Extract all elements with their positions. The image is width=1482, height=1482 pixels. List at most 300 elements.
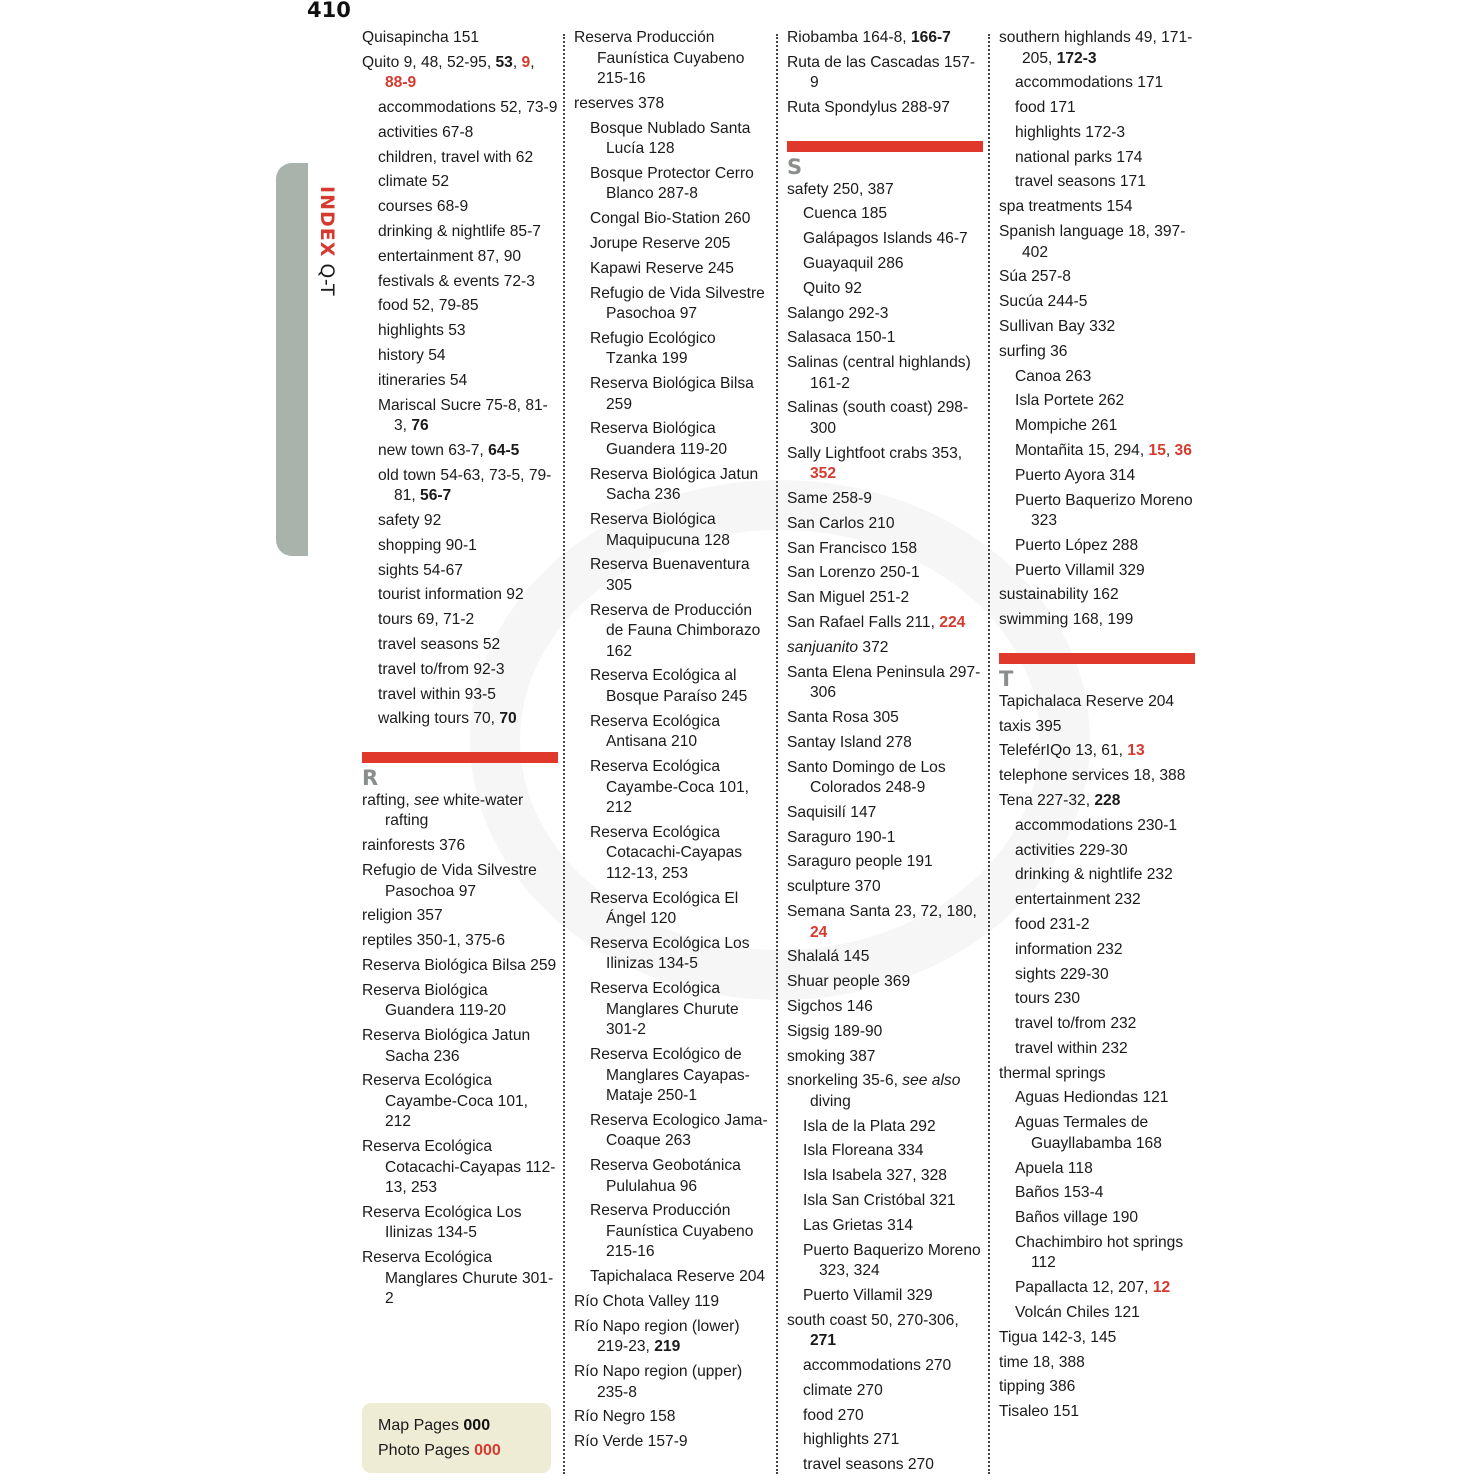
index-subentry xyxy=(999,391,1195,412)
index-entry xyxy=(999,610,1195,631)
index-subentry xyxy=(574,1156,770,1197)
entry-text: Guayaquil 286 xyxy=(803,254,904,272)
entry-text: Papallacta 12, 207, xyxy=(1015,1279,1153,1297)
entry-text: sights 54-67 xyxy=(378,561,463,579)
index-subentry xyxy=(362,635,558,656)
entry-text: Aguas Hediondas 121 xyxy=(1015,1089,1169,1107)
index-subentry xyxy=(574,1267,770,1288)
entry-text: Tapichalaca Reserve 204 xyxy=(999,692,1175,710)
index-subentry xyxy=(999,466,1195,487)
index-subentry xyxy=(999,441,1195,462)
photo-page-ref: 36 xyxy=(1174,441,1192,459)
entry-text: Kapawi Reserve 245 xyxy=(590,259,734,277)
index-entry xyxy=(999,791,1195,812)
entry-text: Sullivan Bay 332 xyxy=(999,317,1116,335)
map-page-ref: 76 xyxy=(411,417,429,435)
entry-text: Puerto Baquerizo Moreno 323, 324 xyxy=(803,1241,981,1280)
index-subentry xyxy=(787,1381,983,1402)
entry-text: San Miguel 251-2 xyxy=(787,589,910,607)
photo-page-ref: 88-9 xyxy=(385,74,417,92)
index-entry xyxy=(999,222,1195,263)
index-subentry xyxy=(999,491,1195,532)
entry-text: taxis 395 xyxy=(999,717,1062,735)
entry-text: San Carlos 210 xyxy=(787,514,895,532)
entry-text: snorkeling 35-6, xyxy=(787,1072,903,1090)
entry-text: travel within 93-5 xyxy=(378,685,496,703)
index-subentry xyxy=(999,865,1195,886)
entry-text: travel to/from 92-3 xyxy=(378,660,505,678)
entry-text: highlights 271 xyxy=(803,1431,900,1449)
entry-text: Salango 292-3 xyxy=(787,304,889,322)
entry-text: Puerto Baquerizo Moreno 323 xyxy=(1015,491,1193,530)
entry-text: Shalalá 145 xyxy=(787,948,870,966)
index-entry xyxy=(787,828,983,849)
entry-text: activities 67-8 xyxy=(378,123,474,141)
index-subentry xyxy=(574,823,770,885)
column-divider xyxy=(563,34,565,1474)
entry-text: Baños 153-4 xyxy=(1015,1184,1104,1202)
entry-text: Ruta de las Cascadas 157-9 xyxy=(787,53,976,92)
entry-text: thermal springs xyxy=(999,1064,1106,1082)
entry-text: Tena 227-32, xyxy=(999,791,1095,809)
index-entry xyxy=(787,353,983,394)
index-subentry xyxy=(574,259,770,280)
index-entry xyxy=(787,1022,983,1043)
entry-text: Santay Island 278 xyxy=(787,733,912,751)
index-column-3 xyxy=(787,28,983,1480)
index-subentry xyxy=(787,1117,983,1138)
index-subentry xyxy=(574,209,770,230)
entry-text: rafting, xyxy=(362,791,415,809)
entry-text: Santa Rosa 305 xyxy=(787,708,899,726)
map-page-ref: 219 xyxy=(654,1338,681,1356)
entry-text: Semana Santa 23, 72, 180, xyxy=(787,903,977,921)
entry-text: Jorupe Reserve 205 xyxy=(590,234,731,252)
index-entry xyxy=(787,613,983,634)
index-subentry xyxy=(574,419,770,460)
index-column-1 xyxy=(362,28,558,1314)
index-subentry xyxy=(999,1088,1195,1109)
index-entry xyxy=(999,197,1195,218)
entry-text: Puerto Villamil 329 xyxy=(803,1286,933,1304)
entry-text: diving xyxy=(810,1092,851,1110)
entry-text: Refugio de Vida Silvestre Pasochoa 97 xyxy=(362,862,537,900)
map-page-ref: 228 xyxy=(1094,791,1121,809)
section-divider-bar xyxy=(787,141,983,152)
entry-text: accommodations 52, 73-9 xyxy=(378,99,558,117)
entry-text: Reserva Ecologico Jama-Coaque 263 xyxy=(590,1111,768,1150)
photo-page-ref: 24 xyxy=(810,923,828,941)
section-divider-bar xyxy=(362,752,558,763)
index-subentry xyxy=(999,915,1195,936)
entry-text: Reserva Producción Faunística Cuyabeno 215-16 xyxy=(574,29,745,87)
entry-text: TeleférIQo 13, 61, xyxy=(999,742,1128,760)
entry-text: tours 230 xyxy=(1015,990,1081,1008)
index-entry xyxy=(999,1353,1195,1374)
entry-text: courses 68-9 xyxy=(378,198,469,216)
entry-text: Ruta Spondylus 288-97 xyxy=(787,99,950,117)
index-subentry xyxy=(574,601,770,663)
map-page-ref: 70 xyxy=(499,710,517,728)
index-column-4 xyxy=(999,28,1195,1427)
entry-text: Santo Domingo de Los Colorados 248-9 xyxy=(787,758,946,797)
index-subentry xyxy=(362,466,558,507)
index-entry xyxy=(787,180,983,201)
index-entry xyxy=(362,1026,558,1067)
entry-text: Reserva Biológica Guandera 119-20 xyxy=(362,981,507,1020)
index-entry xyxy=(787,328,983,349)
index-range: Q-T xyxy=(316,263,338,296)
entry-text: sights 229-30 xyxy=(1015,965,1109,983)
index-subentry xyxy=(787,1241,983,1282)
index-column-2 xyxy=(574,28,770,1457)
entry-text: Reserva Geobotánica Pululahua 96 xyxy=(590,1157,741,1195)
index-entry xyxy=(787,947,983,968)
index-entry xyxy=(787,902,983,943)
entry-text: travel to/from 232 xyxy=(1015,1015,1137,1033)
index-entry xyxy=(787,997,983,1018)
index-subentry xyxy=(787,279,983,300)
index-subentry xyxy=(999,98,1195,119)
column-divider xyxy=(988,34,990,1474)
index-entry xyxy=(999,692,1195,713)
entry-text: Reserva Biológica Jatun Sacha 236 xyxy=(590,465,759,504)
index-subentry xyxy=(999,1303,1195,1324)
entry-text: Congal Bio-Station 260 xyxy=(590,210,751,228)
entry-text: Isla Floreana 334 xyxy=(803,1142,924,1160)
index-entry xyxy=(999,1402,1195,1423)
entry-text: Galápagos Islands 46-7 xyxy=(803,230,968,248)
entry-text: activities 229-30 xyxy=(1015,841,1128,859)
index-subentry xyxy=(362,222,558,243)
entry-text: , xyxy=(1165,441,1175,459)
index-subentry xyxy=(787,254,983,275)
entry-text: reserves 378 xyxy=(574,94,665,112)
entry-text: children, travel with 62 xyxy=(378,148,534,166)
entry-text: highlights 53 xyxy=(378,322,466,340)
index-entry xyxy=(574,1317,770,1358)
index-subentry xyxy=(999,561,1195,582)
index-entry xyxy=(574,1362,770,1403)
index-subentry xyxy=(787,1430,983,1451)
entry-text: Refugio Ecológico Tzanka 199 xyxy=(590,329,716,368)
index-entry xyxy=(787,852,983,873)
index-entry xyxy=(574,1407,770,1428)
legend-photo-pages xyxy=(378,1438,551,1463)
entry-text: Volcán Chiles 121 xyxy=(1015,1304,1140,1322)
index-subentry xyxy=(574,757,770,819)
entry-text: Chachimbiro hot springs 112 xyxy=(1015,1233,1184,1272)
index-subentry xyxy=(574,555,770,596)
photo-page-ref: 13 xyxy=(1127,742,1145,760)
index-entry xyxy=(999,717,1195,738)
index-subentry xyxy=(787,1141,983,1162)
entry-text: travel within 232 xyxy=(1015,1039,1128,1057)
entry-text: Reserva Ecológica Los Ilinizas 134-5 xyxy=(590,934,750,973)
index-subentry xyxy=(574,119,770,160)
legend-map-number: 000 xyxy=(463,1417,491,1434)
photo-page-ref: 352 xyxy=(810,465,837,483)
entry-text: food 231-2 xyxy=(1015,915,1090,933)
entry-text: Bosque Protector Cerro Blanco 287-8 xyxy=(590,164,754,203)
entry-text: rainforests 376 xyxy=(362,837,466,855)
section-divider-bar xyxy=(999,653,1195,664)
legend-photo-label: Photo Pages xyxy=(378,1442,470,1459)
index-subentry xyxy=(999,123,1195,144)
photo-page-ref: 224 xyxy=(939,614,966,632)
entry-text: Puerto López 288 xyxy=(1015,536,1139,554)
index-entry xyxy=(787,563,983,584)
index-entry xyxy=(787,514,983,535)
index-subentry xyxy=(362,272,558,293)
index-subentry xyxy=(787,1216,983,1237)
entry-text: Reserva Ecológica Cayambe-Coca 101, 212 xyxy=(590,758,750,817)
entry-text: San Rafael Falls 211, xyxy=(787,614,940,632)
entry-text: food 52, 79-85 xyxy=(378,297,479,315)
entry-text: Reserva Biológica Jatun Sacha 236 xyxy=(362,1027,531,1065)
index-entry xyxy=(362,1137,558,1199)
index-entry xyxy=(787,539,983,560)
index-subentry xyxy=(787,1455,983,1476)
entry-text: Puerto Villamil 329 xyxy=(1015,561,1145,579)
entry-text: see xyxy=(414,791,440,809)
entry-text: Súa 257-8 xyxy=(999,268,1071,286)
entry-text: Reserva Buenaventura 305 xyxy=(590,556,750,594)
index-entry xyxy=(362,53,558,94)
map-page-ref: 53 xyxy=(495,53,513,71)
entry-text: Quisapincha 151 xyxy=(362,29,480,46)
index-subentry xyxy=(999,1039,1195,1060)
entry-text: Reserva Ecológica Cayambe-Coca 101, 212 xyxy=(362,1072,529,1131)
entry-text: Isla de la Plata 292 xyxy=(803,1117,936,1135)
index-subentry xyxy=(362,610,558,631)
index-subentry xyxy=(362,685,558,706)
entry-text: religion 357 xyxy=(362,907,443,925)
index-subentry xyxy=(362,536,558,557)
entry-text: Salinas (central highlands) 161-2 xyxy=(787,354,971,392)
index-entry xyxy=(787,588,983,609)
index-subentry xyxy=(574,284,770,325)
index-entry xyxy=(999,585,1195,606)
index-subentry xyxy=(574,329,770,370)
entry-text: Reserva Ecológica Cotacachi-Cayapas 112-13, 253 xyxy=(362,1138,556,1197)
index-entry xyxy=(362,861,558,902)
index-entry xyxy=(362,791,558,832)
entry-text: climate 270 xyxy=(803,1381,883,1399)
entry-text: Quito 9, 48, 52-95, xyxy=(362,53,496,71)
entry-text: sanjuanito xyxy=(787,638,859,656)
map-page-ref: 166-7 xyxy=(910,29,951,46)
index-subentry xyxy=(362,561,558,582)
entry-text: information 232 xyxy=(1015,940,1123,958)
index-subentry xyxy=(362,709,558,730)
index-subentry xyxy=(999,940,1195,961)
entry-text: Sucúa 244-5 xyxy=(999,293,1088,311)
entry-text: tipping 386 xyxy=(999,1378,1076,1396)
entry-text: Canoa 263 xyxy=(1015,367,1092,385)
index-subentry xyxy=(362,296,558,317)
index-entry xyxy=(787,663,983,704)
entry-text: new town 63-7, xyxy=(378,441,489,459)
index-subentry xyxy=(999,1183,1195,1204)
entry-text: time 18, 388 xyxy=(999,1353,1085,1371)
entry-text: Reserva Ecológica Antisana 210 xyxy=(590,712,721,751)
entry-text: Tigua 142-3, 145 xyxy=(999,1328,1117,1346)
entry-text: Salasaca 150-1 xyxy=(787,329,896,347)
entry-text: Bosque Nublado Santa Lucía 128 xyxy=(590,119,751,158)
entry-text: Reserva Ecológica El Ángel 120 xyxy=(590,889,739,928)
entry-text: San Lorenzo 250-1 xyxy=(787,564,920,582)
entry-text: food 171 xyxy=(1015,99,1076,117)
index-subentry xyxy=(999,367,1195,388)
index-subentry xyxy=(999,890,1195,911)
entry-text: accommodations 270 xyxy=(803,1356,952,1374)
index-subentry xyxy=(999,1113,1195,1154)
entry-text: telephone services 18, 388 xyxy=(999,767,1186,785)
index-subentry xyxy=(574,1201,770,1263)
entry-text: Reserva Ecológica Manglares Churute 301-2 xyxy=(590,980,739,1039)
entry-text: shopping 90-1 xyxy=(378,536,477,554)
entry-text: smoking 387 xyxy=(787,1047,876,1065)
index-entry xyxy=(362,1203,558,1244)
index-entry xyxy=(999,1064,1195,1085)
entry-text: Reserva Producción Faunística Cuyabeno 215-16 xyxy=(590,1202,754,1261)
page-type-legend xyxy=(362,1403,551,1473)
index-entry xyxy=(999,292,1195,313)
index-entry xyxy=(362,836,558,857)
entry-text: Reserva Ecológico de Manglares Cayapas-Mataje 250-1 xyxy=(590,1046,750,1105)
index-subentry xyxy=(999,816,1195,837)
index-subentry xyxy=(362,98,558,119)
entry-text: Spanish language 18, 397-402 xyxy=(999,223,1186,261)
entry-text: Montañita 15, 294, xyxy=(1015,441,1149,459)
index-subentry xyxy=(362,321,558,342)
index-entry xyxy=(999,342,1195,363)
index-entry xyxy=(574,1432,770,1453)
index-subentry xyxy=(362,346,558,367)
map-page-ref: 64-5 xyxy=(488,441,520,459)
entry-text: Quito 92 xyxy=(803,279,862,297)
entry-text: Apuela 118 xyxy=(1015,1159,1093,1177)
index-subentry xyxy=(999,172,1195,193)
index-entry xyxy=(574,94,770,115)
index-entry xyxy=(362,1248,558,1310)
entry-text: 372 xyxy=(858,638,889,656)
entry-text: Reserva Ecológica Manglares Churute 301-2 xyxy=(362,1249,554,1308)
entry-text: Salinas (south coast) 298-300 xyxy=(787,399,969,437)
entry-text: Reserva Biológica Guandera 119-20 xyxy=(590,420,728,458)
index-entry xyxy=(787,1071,983,1112)
entry-text: swimming 168, 199 xyxy=(999,611,1134,629)
entry-text: Baños village 190 xyxy=(1015,1209,1139,1227)
index-subentry xyxy=(574,374,770,415)
entry-text: entertainment 232 xyxy=(1015,891,1141,909)
entry-text: Mompiche 261 xyxy=(1015,417,1118,435)
entry-text: Aguas Termales de Guayllabamba 168 xyxy=(1015,1114,1162,1152)
entry-text: travel seasons 171 xyxy=(1015,173,1146,191)
entry-text: San Francisco 158 xyxy=(787,539,918,557)
index-entry xyxy=(787,972,983,993)
entry-text: white-water rafting xyxy=(385,791,524,830)
entry-text: Mariscal Sucre 75-8, 81-3, xyxy=(378,396,548,435)
index-subentry xyxy=(787,1191,983,1212)
entry-text: Sally Lightfoot crabs 353, xyxy=(787,444,963,462)
index-subentry xyxy=(999,416,1195,437)
index-subentry xyxy=(362,585,558,606)
index-subentry xyxy=(574,510,770,551)
entry-text: Reserva Ecológica al Bosque Paraíso 245 xyxy=(590,667,748,705)
index-entry xyxy=(999,1328,1195,1349)
entry-text: Reserva de Producción de Fauna Chimborazo 162 xyxy=(590,601,761,660)
entry-text: Saraguro 190-1 xyxy=(787,828,896,846)
entry-text: Shuar people 369 xyxy=(787,973,911,991)
index-subentry xyxy=(999,1208,1195,1229)
index-entry xyxy=(362,28,558,49)
entry-text: safety 250, 387 xyxy=(787,180,894,198)
entry-text: Tapichalaca Reserve 204 xyxy=(590,1268,766,1286)
entry-text: Río Napo region (lower) 219-23, xyxy=(574,1317,740,1356)
entry-text: climate 52 xyxy=(378,173,450,191)
index-subentry xyxy=(999,1278,1195,1299)
index-subentry xyxy=(574,666,770,707)
index-subentry xyxy=(362,371,558,392)
index-entry xyxy=(574,28,770,90)
column-divider xyxy=(776,34,778,1474)
entry-text: Sigsig 189-90 xyxy=(787,1022,883,1040)
entry-text: Río Chota Valley 119 xyxy=(574,1293,720,1311)
index-side-tab xyxy=(276,163,308,556)
entry-text: travel seasons 52 xyxy=(378,636,501,654)
index-subentry xyxy=(787,229,983,250)
index-subentry xyxy=(787,1356,983,1377)
entry-text: safety 92 xyxy=(378,512,442,530)
index-subentry xyxy=(574,164,770,205)
entry-text: walking tours 70, xyxy=(378,710,500,728)
map-page-ref: 56-7 xyxy=(420,487,452,505)
index-subentry xyxy=(999,148,1195,169)
index-entry xyxy=(362,1071,558,1133)
entry-text: Reserva Ecológica Cotacachi-Cayapas 112-13, 253 xyxy=(590,823,743,882)
section-letter: R xyxy=(362,765,379,790)
index-entry xyxy=(999,741,1195,762)
index-entry xyxy=(787,877,983,898)
index-subentry xyxy=(574,889,770,930)
page-number: 410 xyxy=(307,0,351,22)
entry-text: itineraries 54 xyxy=(378,371,468,389)
index-subentry xyxy=(999,1233,1195,1274)
index-subentry xyxy=(787,1286,983,1307)
entry-text: national parks 174 xyxy=(1015,148,1143,166)
entry-text: Same 258-9 xyxy=(787,490,872,508)
map-page-ref: 271 xyxy=(810,1332,837,1350)
index-subentry xyxy=(999,1014,1195,1035)
index-subentry xyxy=(362,172,558,193)
entry-text: Santa Elena Peninsula 297-306 xyxy=(787,663,981,702)
photo-page-ref: 12 xyxy=(1152,1279,1171,1297)
index-subentry xyxy=(362,511,558,532)
index-entry xyxy=(574,1292,770,1313)
entry-text: history 54 xyxy=(378,347,446,365)
index-subentry xyxy=(574,1045,770,1107)
entry-text: spa treatments 154 xyxy=(999,198,1133,216)
index-entry xyxy=(787,803,983,824)
index-subentry xyxy=(574,934,770,975)
section-letter: T xyxy=(999,666,1014,691)
entry-text: Reserva Biológica Bilsa 259 xyxy=(590,375,754,413)
entry-text: accommodations 171 xyxy=(1015,74,1164,92)
index-entry xyxy=(362,956,558,977)
index-entry xyxy=(787,733,983,754)
